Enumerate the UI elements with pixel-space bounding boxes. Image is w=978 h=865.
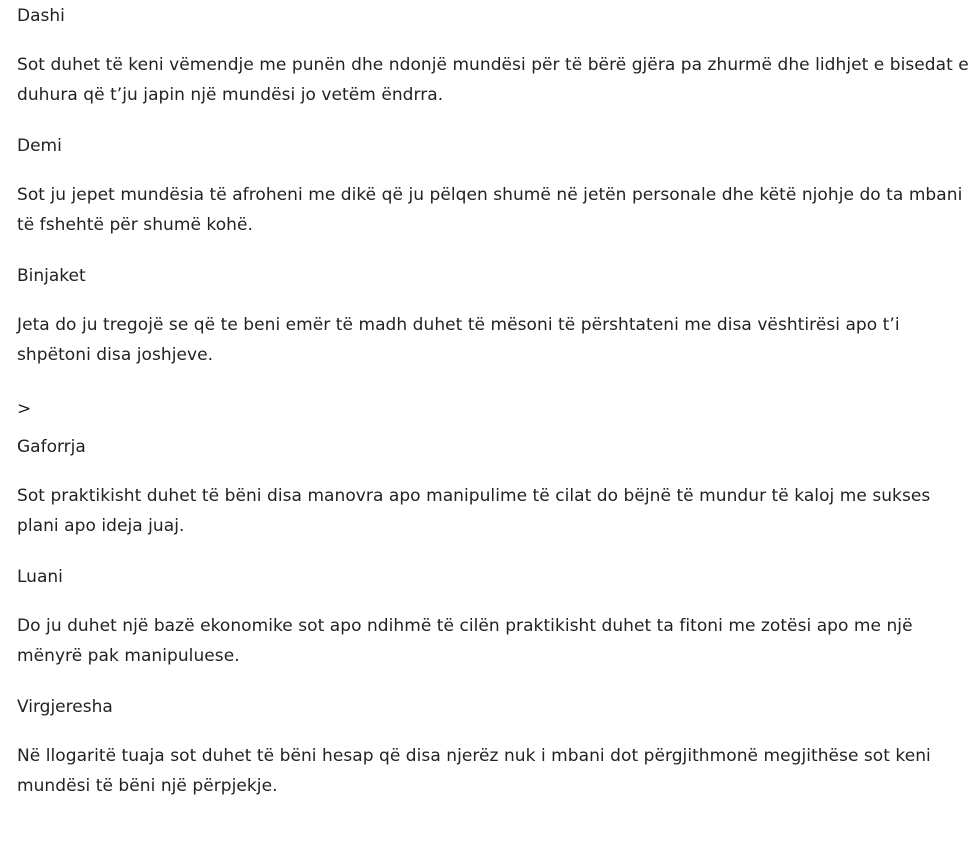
sign-text: Sot praktikisht duhet të bëni disa manovra apo manipulime të cilat do bëjnë të mundur të kaloj me sukses plani apo ideja juaj. — [17, 486, 931, 536]
sign-title: Luani — [17, 567, 63, 587]
sign-text: Do ju duhet një bazë ekonomike sot apo ndihmë të cilën praktikisht duhet ta fitoni me zotësi apo me një mënyrë pak manipuluese. — [17, 616, 913, 666]
sign-title: Demi — [17, 136, 62, 156]
sign-text: Sot ju jepet mundësia të afroheni me dikë që ju pëlqen shumë në jetën personale dhe këtë njohje do ta mbani të fshehtë për shumë kohë. — [17, 185, 963, 235]
horoscope-article — [0, 3, 972, 801]
sign-text: Në llogaritë tuaja sot duhet të bëni hesap që disa njerëz nuk i mbani dot përgjithmonë megjithëse sot keni mundësi të bëni një përpjekje. — [17, 746, 931, 796]
sign-title: Virgjeresha — [17, 697, 113, 717]
sign-text: Sot duhet të keni vëmendje me punën dhe ndonjë mundësi për të bërë gjëra pa zhurmë dhe lidhjet e bisedat e duhura që t’ju japin një mundësi jo vetëm ëndrra. — [17, 55, 969, 105]
sign-title: Gaforrja — [17, 437, 86, 457]
sign-title: Dashi — [17, 6, 65, 26]
separator-mark: > — [17, 399, 32, 419]
sign-text: Jeta do ju tregojë se që te beni emër të madh duhet të mësoni të përshtateni me disa vështirësi apo t’i shpëtoni disa joshjeve. — [17, 315, 900, 365]
sign-title: Binjaket — [17, 266, 86, 286]
